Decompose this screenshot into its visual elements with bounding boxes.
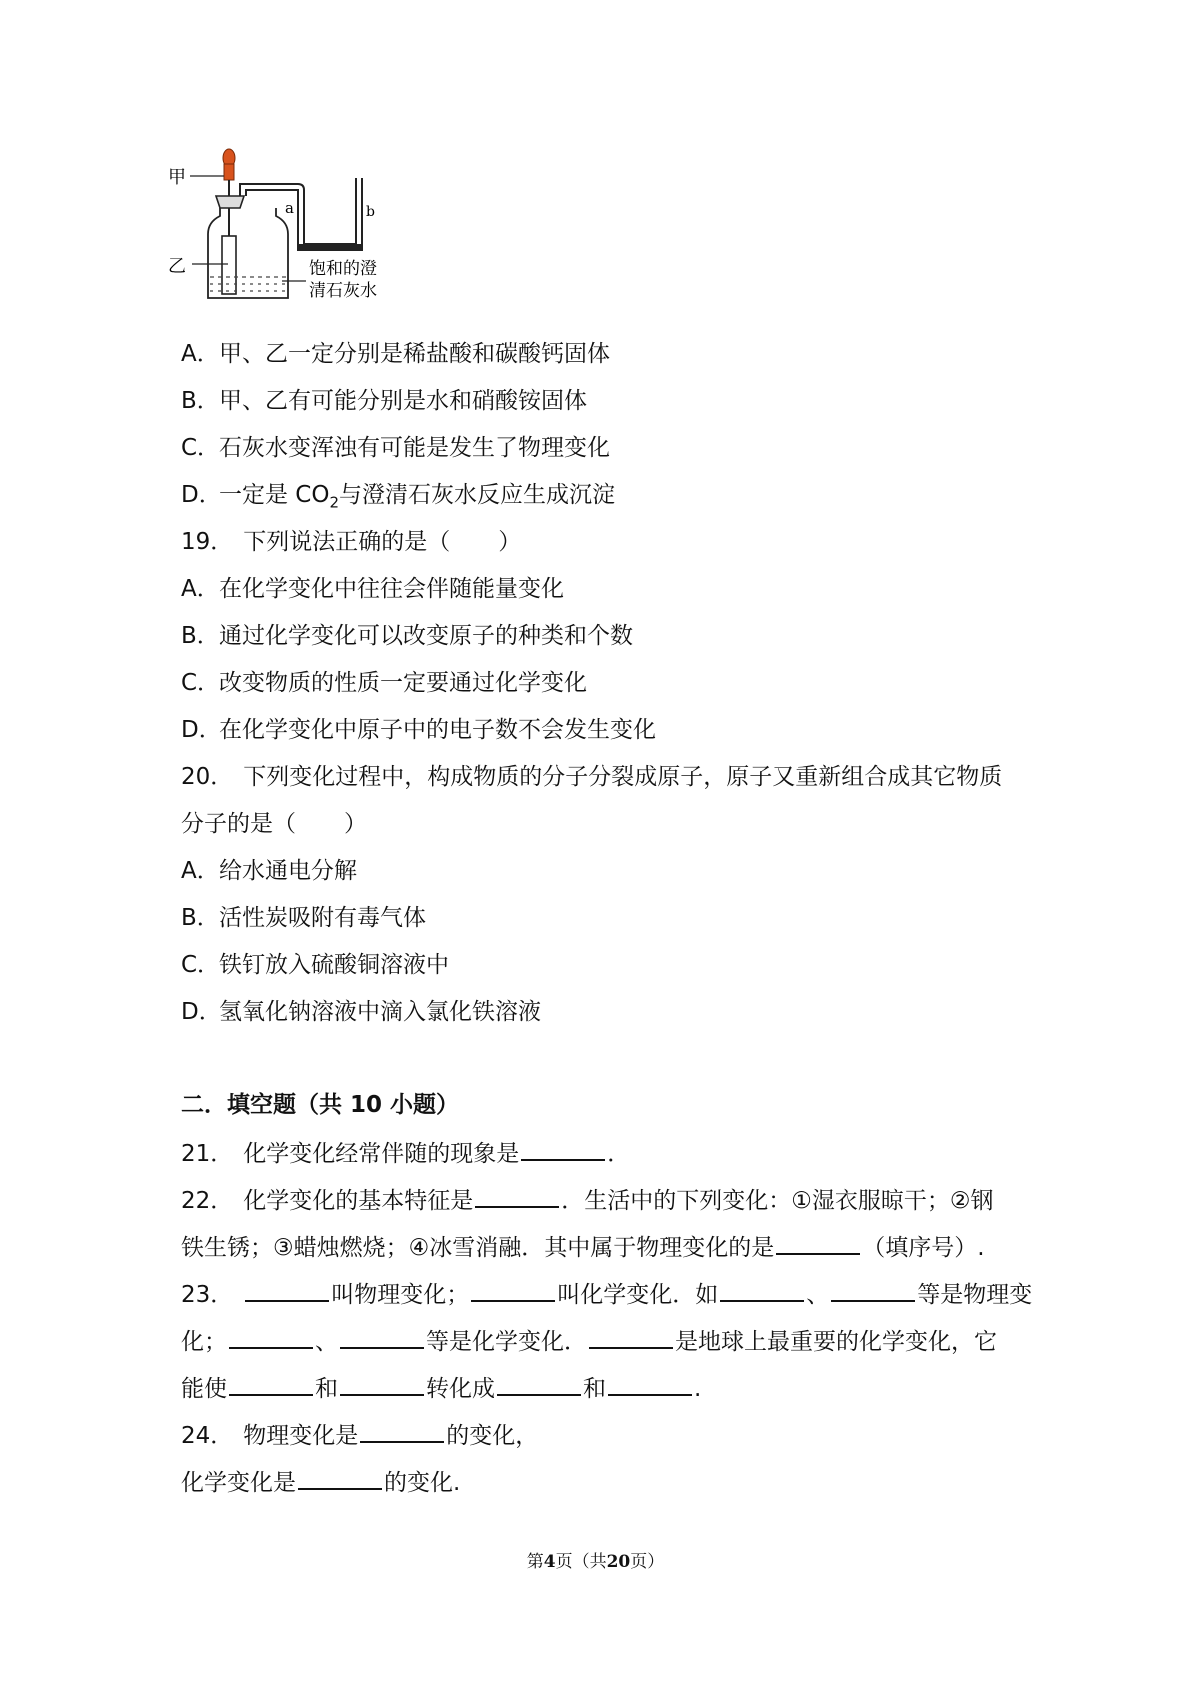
q20-option-b: B．活性炭吸附有毒气体 <box>181 905 426 931</box>
q23-line2: 化； 、 等是化学变化． 是地球上最重要的化学变化，它 <box>181 1325 997 1357</box>
q19-option-b: B．通过化学变化可以改变原子的种类和个数 <box>181 623 633 649</box>
answer-blank <box>229 1325 313 1349</box>
answer-blank <box>229 1372 313 1396</box>
answer-blank <box>521 1137 605 1161</box>
section-title: 二．填空题（共 10 小题） <box>181 1092 460 1118</box>
q22-line1: 22． 化学变化的基本特征是 ．生活中的下列变化：①湿衣服晾干；②钢 <box>181 1184 994 1216</box>
label-a: a <box>285 199 294 217</box>
q24-line1: 24． 物理变化是 的变化， <box>181 1419 538 1451</box>
answer-blank <box>776 1231 860 1255</box>
label-yi: 乙 <box>168 256 186 277</box>
q20-stem-line1: 20． 下列变化过程中，构成物质的分子分裂成原子，原子又重新组合成其它物质 <box>181 764 1003 790</box>
label-lime-2: 清石灰水 <box>309 281 377 301</box>
answer-blank <box>298 1466 382 1490</box>
q18-option-a: A．甲、乙一定分别是稀盐酸和碳酸钙固体 <box>181 341 610 367</box>
q20-option-a: A．给水通电分解 <box>181 858 357 884</box>
q18-option-c: C．石灰水变浑浊有可能是发生了物理变化 <box>181 435 610 461</box>
label-jia: 甲 <box>168 167 186 188</box>
q19-option-a: A．在化学变化中往往会伴随能量变化 <box>181 576 564 602</box>
q20-option-c: C．铁钉放入硫酸铜溶液中 <box>181 952 449 978</box>
answer-blank <box>497 1372 581 1396</box>
answer-blank <box>475 1184 559 1208</box>
q21: 21． 化学变化经常伴随的现象是 ． <box>181 1137 630 1169</box>
apparatus-diagram <box>168 150 418 322</box>
page-footer: 第4页（共20页） <box>526 1552 665 1572</box>
answer-blank <box>608 1372 692 1396</box>
q22-line2: 铁生锈；③蜡烛燃烧；④冰雪消融．其中属于物理变化的是 （填序号）. <box>181 1231 985 1263</box>
q18-option-d: D．一定是 $CO_2$与澄清石灰水反应生成沉淀 <box>181 482 616 512</box>
answer-blank <box>589 1325 673 1349</box>
answer-blank <box>340 1325 424 1349</box>
q20-option-d: D．氢氧化钠溶液中滴入氯化铁溶液 <box>181 999 541 1025</box>
q24-line2: 化学变化是 的变化. <box>181 1466 460 1498</box>
answer-blank <box>360 1419 444 1443</box>
q23-line3: 能使 和 转化成 和 . <box>181 1372 701 1404</box>
answer-blank <box>245 1278 329 1302</box>
q19-option-d: D．在化学变化中原子中的电子数不会发生变化 <box>181 717 656 743</box>
q20-stem-line2: 分子的是（ ） <box>181 811 367 837</box>
q19-option-c: C．改变物质的性质一定要通过化学变化 <box>181 670 587 696</box>
q19-stem: 19． 下列说法正确的是（ ） <box>181 529 522 555</box>
label-b: b <box>366 204 375 220</box>
q23-line1: 23． 叫物理变化； 叫化学变化．如 、 等是物理变 <box>181 1278 1032 1310</box>
label-lime-1: 饱和的澄 <box>309 259 377 279</box>
answer-blank <box>720 1278 804 1302</box>
answer-blank <box>471 1278 555 1302</box>
answer-blank <box>340 1372 424 1396</box>
answer-blank <box>831 1278 915 1302</box>
q18-option-b: B．甲、乙有可能分别是水和硝酸铵固体 <box>181 388 587 414</box>
